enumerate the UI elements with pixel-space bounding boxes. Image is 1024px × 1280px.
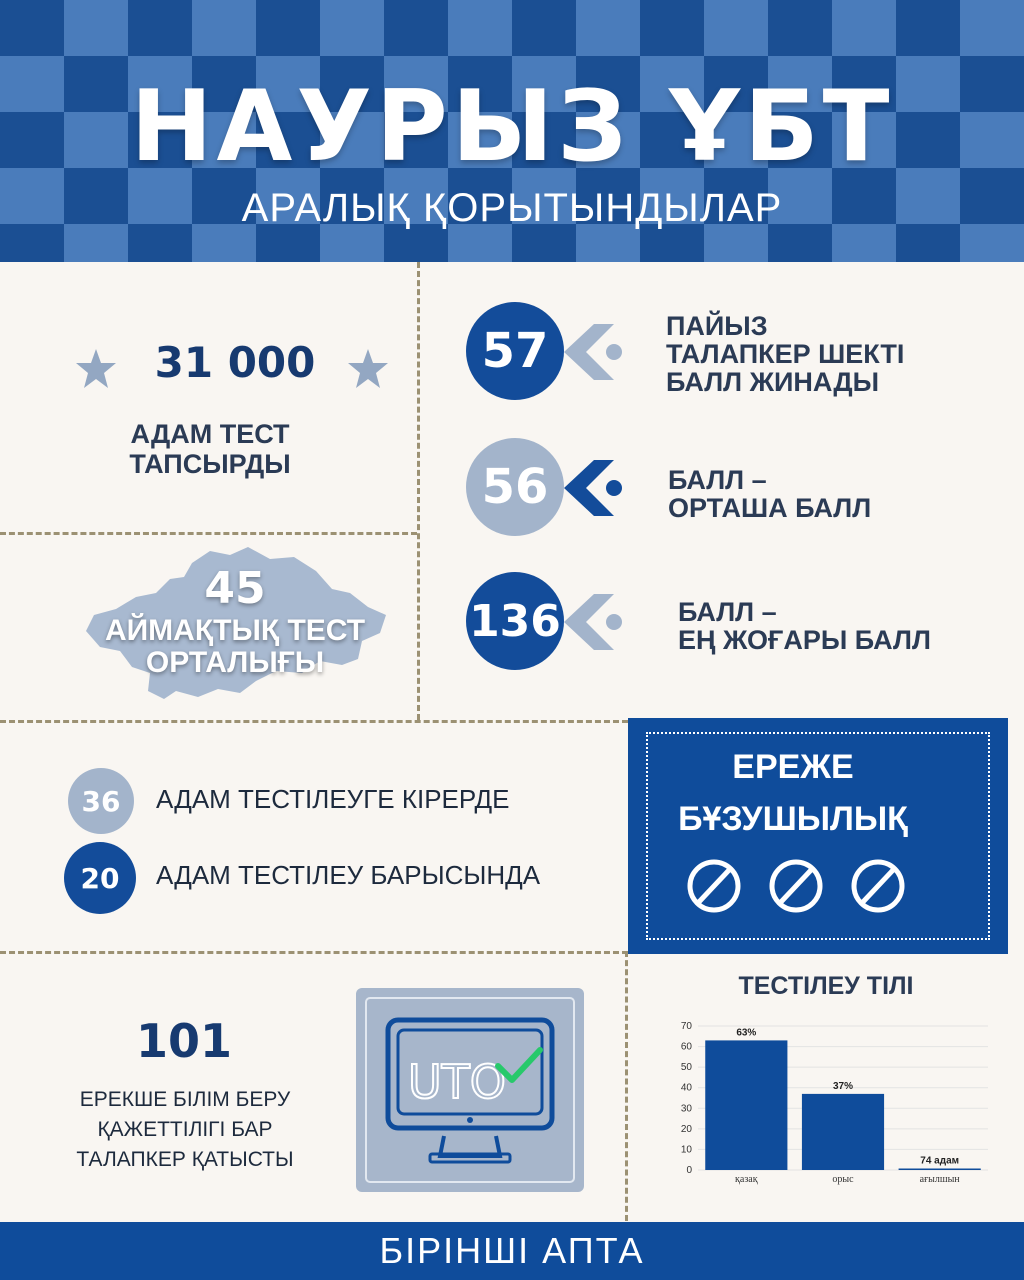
special-needs-value: 101 [135,1014,233,1068]
chevron-left-icon [564,324,626,380]
chart-category-label: орыс [832,1174,854,1185]
special-needs-line2: ҚАЖЕТТІЛІГІ БАР [97,1118,273,1141]
prohibited-icon [684,856,744,916]
score-circle: 136 [466,572,564,670]
score-label-line3: БАЛЛ ЖИНАДЫ [666,367,880,397]
page-title: НАУРЫЗ ҰБТ [130,70,894,184]
chart-data-label: 37% [832,1080,854,1092]
score-circle: 56 [466,438,564,536]
participants-label-line2: ТАПСЫРДЫ [129,449,291,479]
chart-plot [668,1018,1008,1194]
chart-ytick-label: 20 [680,1123,692,1135]
header-tile [64,0,128,56]
chart-category-label: ағылшын [919,1174,960,1185]
header-tile [0,0,64,56]
participants-label-line1: АДАМ ТЕСТ [130,419,290,449]
score-label-line2: ОРТАША БАЛЛ [668,493,872,523]
violation-label: АДАМ ТЕСТІЛЕУ БАРЫСЫНДА [156,860,541,890]
score-label-line1: БАЛЛ – [668,465,767,495]
header-tile [384,0,448,56]
chart-bar [899,1169,981,1171]
score-label-line2: ТАЛАПКЕР ШЕКТІ [666,339,905,369]
chart-data-label: 74 адам [920,1155,960,1167]
header-tile [192,0,256,56]
header-tile [768,0,832,56]
header-tile [640,0,704,56]
centers-value: 45 [204,563,266,614]
star-icon [346,348,390,390]
special-needs-line1: ЕРЕКШЕ БІЛІМ БЕРУ [79,1088,291,1111]
chart-bar [802,1094,884,1170]
violation-count-circle: 36 [68,768,134,834]
uto-logo-text: UTO [408,1055,506,1109]
violations-list [0,724,625,950]
header-tile [256,0,320,56]
chart-ytick-label: 50 [680,1062,692,1074]
special-needs-block [0,954,625,1220]
header-tile [576,0,640,56]
computer-uto-icon [356,988,584,1192]
header-tile [448,0,512,56]
chart-ytick-label: 60 [680,1041,692,1053]
chart-title: ТЕСТІЛЕУ ТІЛІ [738,972,914,1000]
star-icon [74,348,118,390]
header-tile [832,0,896,56]
chart-bar [705,1040,787,1170]
centers-block [0,535,417,720]
header-tile [320,0,384,56]
header-tile [960,0,1024,56]
divider-horizontal-middle [0,720,628,723]
centers-label-line1: АЙМАҚТЫҚ ТЕСТ [104,614,366,647]
language-chart [628,954,1024,1220]
chart-data-label: 63% [736,1027,757,1039]
violation-count-circle: 20 [64,842,136,914]
chart-ytick-label: 10 [680,1144,692,1156]
footer-banner: БІРІНШІ АПТА [0,1222,1024,1280]
chart-ytick-label: 40 [680,1082,692,1094]
violations-title-line2: БҰЗУШЫЛЫҚ [678,800,908,838]
header-tile [896,0,960,56]
chart-ytick-label: 30 [680,1103,692,1115]
score-label-line2: ЕҢ ЖОҒАРЫ БАЛЛ [678,625,931,655]
centers-label-line2: ОРТАЛЫҒЫ [145,646,325,679]
header-tile [128,0,192,56]
page-subtitle: АРАЛЫҚ ҚОРЫТЫНДЫЛАР [241,186,783,230]
participants-value: 31 000 [154,338,316,387]
score-label-line1: ПАЙЫЗ [666,311,768,341]
violations-title-line1: ЕРЕЖЕ [732,748,854,786]
scores-block [420,262,1024,720]
chart-category-label: қазақ [735,1174,758,1185]
special-needs-line3: ТАЛАПКЕР ҚАТЫСТЫ [76,1148,294,1171]
header-tile [704,0,768,56]
score-circle: 57 [466,302,564,400]
chevron-left-icon [564,594,626,650]
prohibited-icon [766,856,826,916]
chevron-left-icon [564,460,626,516]
violation-label: АДАМ ТЕСТІЛЕУГЕ КІРЕРДЕ [156,784,510,814]
header-tile [512,0,576,56]
prohibited-icon [848,856,908,916]
violations-panel [628,718,1008,954]
chart-ytick-label: 0 [686,1165,692,1176]
participants-block [0,262,417,532]
score-label-line1: БАЛЛ – [678,597,777,627]
chart-ytick-label: 70 [680,1021,692,1032]
